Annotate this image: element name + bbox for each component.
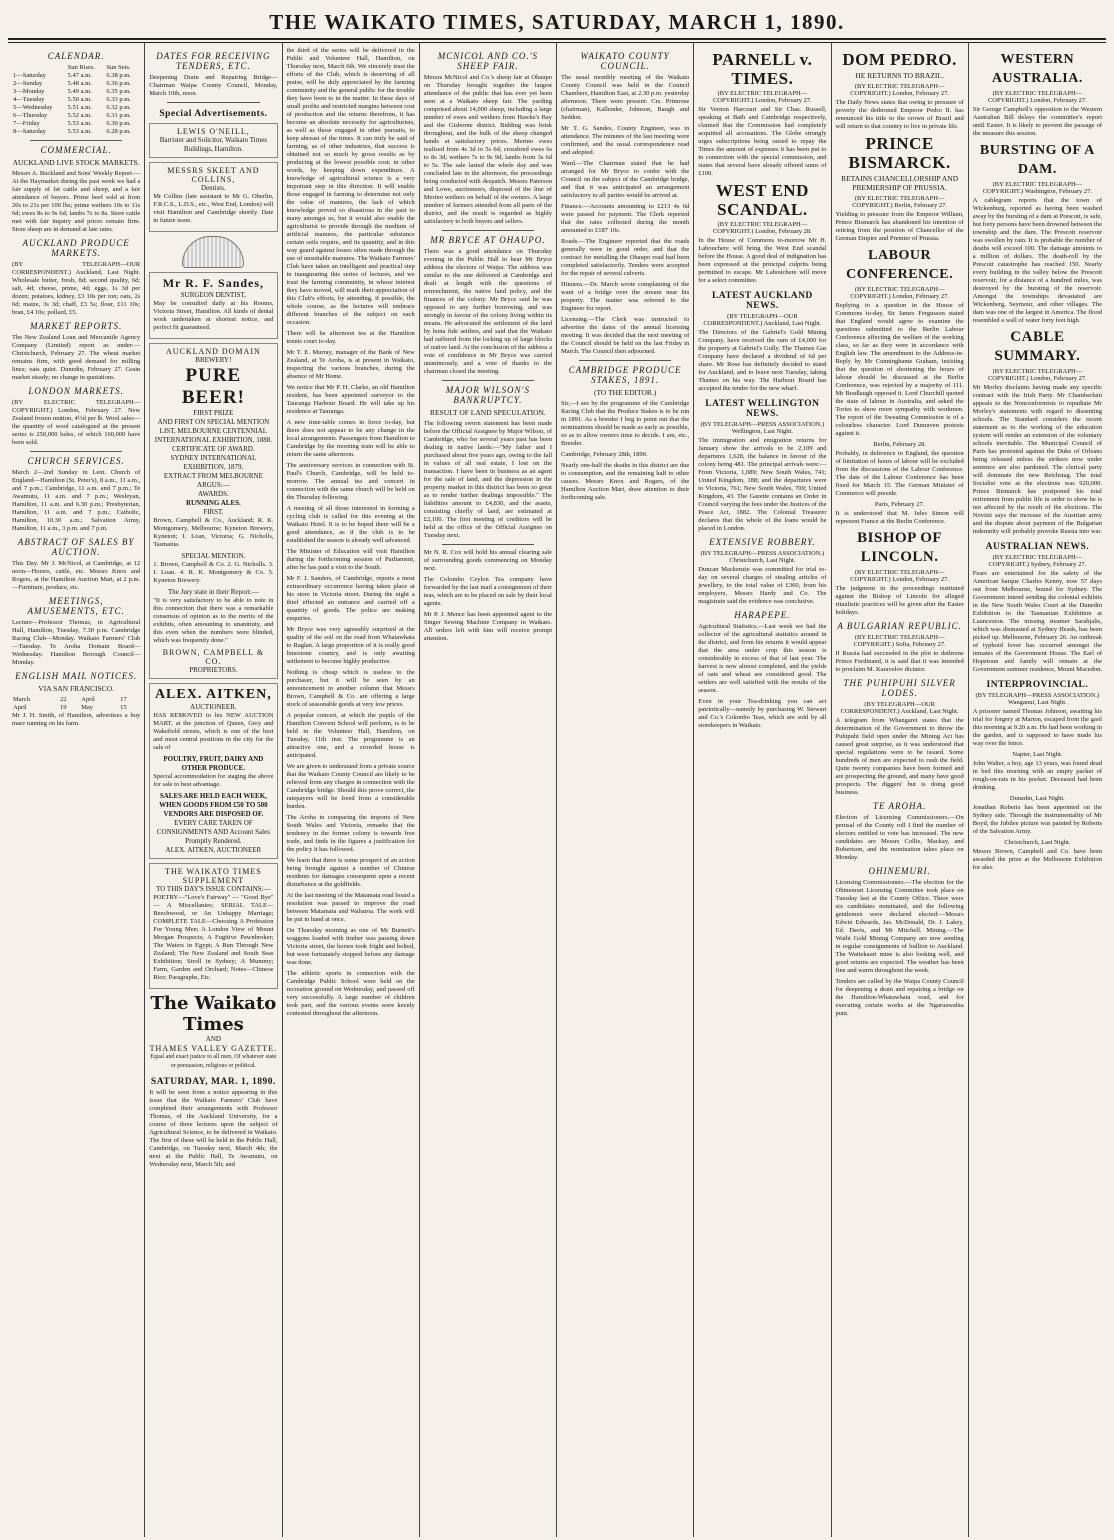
oneill-name: LEWIS O'NEILL,	[176, 127, 250, 136]
ohinemuri-text: Licensing Commissioners.—The election for the Ohinemuri Licensing Committee took place on Tuesday last at the County Office. There were six candidates nominated, and the following gentlemen were declared elected:—Messrs Edwin Edwards, Jas. McDonald, Dr. J. Lakey, Ed. Davis, and Mr Mitchell. Mining.—The Waihi Gold Mining Company are now sending in regular consignments of bullion to Auckland. The Waitekauri mine is also looking well, and good returns are expected. The weather has been fine and warm throughout the week.	[835, 879, 964, 974]
dunedin-dateline: Dunedin, Last Night.	[1009, 795, 1065, 802]
table-cell: 6.30 p.m.	[106, 120, 131, 127]
dam-text: A cablegram reports that the town of Wickenburg, reported as having been washed away by the bursting of a dam at Prescott, is safe, but forty persons have been drowned between the township and the dam. The Prescott reservoir was swollen by rain. It is probable the number of deaths will exceed 100. The damage amounts to a million of dollars. The death-roll by the Prescott catastrophe has reached 150. Nearly every building in the valley below the Prescott reservoir, for a distance of a hundred miles, was destroyed by the bursting of the reservoir. Amongst the townships devastated are Wickenberg, Seymour, and other villages. The dam was one of the largest in America. The flood resembled a wall of water forty feet high.	[972, 197, 1102, 324]
supplement-ad	[149, 863, 277, 989]
sandes-name: Mr R. F. Sandes,	[162, 276, 265, 290]
table-cell: May	[81, 704, 94, 711]
table-cell: 19	[60, 704, 67, 711]
columns	[8, 43, 1106, 1537]
masthead: THE WAIKATO TIMES, SATURDAY, MARCH 1, 1890.	[269, 10, 845, 34]
supplement-title: THE WAIKATO TIMES SUPPLEMENT	[165, 867, 262, 885]
table-cell: Sun Sets.	[106, 64, 131, 71]
county-text: Finance.—Accounts amounting to £213 4s 6d were passed for payment. The Clerk reported that the rates collected during the month amounted to £187 10s.	[561, 203, 690, 234]
aus-text: Fears are entertained for the safety of the American barque Charles Kenny, now 57 days out from Melbourne, bound for Sydney. The Government intend sending the colonial exhibits in the New South Wales Court at the Dunedin Exhibition to the Tasmanian Exhibition at Launceston. The missing steamer Sarahjalis, which was dismasted at Sydney Heads, has been picked up. Melbourne, February 26. An outbreak of typhoid fever has occurred amongst the inmates of the Government House. The Earl of Hopetoun and family will remain at the Government summer residence, Mount Macedon.	[972, 570, 1102, 673]
divider	[442, 230, 534, 231]
table-row	[12, 120, 140, 128]
inter-dateline: (BY TELEGRAPH—PRESS ASSOCIATION.) Wanganui, Last Night.	[975, 692, 1100, 706]
county-text: The usual monthly meeting of the Waikato County Council was held in the Council Chambers, Hamilton East, at 2.30 p.m. yesterday afternoon. There were present: Crs. Primrose (chairman), Kallender, Johnson, Baugh and Seddon.	[561, 74, 690, 121]
bismarck-subheading: RETAINS CHANCELLORSHIP AND PREMIERSHIP OF PRUSSIA.	[841, 174, 959, 192]
table-cell: 6.36 p.m.	[106, 80, 131, 87]
table-cell: 6.32 p.m.	[106, 104, 131, 111]
dental-emblem-icon	[182, 236, 244, 268]
table-row	[12, 112, 140, 120]
church-text: March 2—2nd Sunday in Lent. Church of England—Hamilton (St. Peter's), 8 a.m., 11 a.m., and 7 p.m.; Cambridge, 11 a.m. and 7 p.m.; Te Awamutu, 11 a.m. and 7 p.m.; Wesleyan, Hamilton, 11 a.m. and 6.30 p.m.; Presbyterian, Hamilton, 11 a.m. and 7 p.m.; Catholic, Hamilton, 10.30 a.m.; Salvation Army, Hamilton, 11 a.m., 3 p.m. and 7 p.m.	[12, 469, 141, 532]
table-row	[12, 104, 140, 112]
table-cell: 5.53 a.m.	[67, 120, 92, 127]
abstract-text: This Day. Mr J. McNicol, at Cambridge, at 12 noon—Horses, cattle, etc. Messrs Knox and Rogers, at the Hamilton Auction Mart, at 2 p.m.—Furniture, produce, etc.	[12, 560, 141, 591]
table-cell: 4—Tuesday	[13, 96, 45, 103]
puhipuhi-heading: THE PUHIPUHI SILVER LODES.	[843, 678, 956, 698]
table-cell: 22	[60, 696, 67, 703]
divider	[579, 360, 671, 361]
poultry-line: POULTRY, FRUIT, DAIRY AND OTHER PRODUCE.	[163, 755, 264, 772]
bulgarian-heading: A BULGARIAN REPUBLIC.	[837, 621, 962, 631]
news-item: We notice that Mr P. H. Clarke, an old Hamilton resident, has been appointed surveyor to the Tauranga Harbour Board. He will take up his residence at Tauranga.	[286, 384, 415, 415]
stakes-subheading: (TO THE EDITOR.)	[593, 388, 657, 397]
table-row	[12, 96, 140, 104]
skeet-ad	[149, 162, 277, 232]
puhipuhi-text: A telegram from Whangarei states that the determination of the Government to throw the Puhipuhi field open under the Mining Act has caused great surprise, as it was understood that special regulations were to be issued. Some hundreds of men are expected to rush the field. Quite twenty companies have been formed and are prospecting the ground, and many have good prospects. The diggers' hut is doing good business.	[835, 717, 964, 796]
labour-heading: LABOUR CONFERENCE.	[846, 248, 954, 282]
sandes-text: May be consulted daily at his Rooms, Victoria Street, Hamilton. All kinds of dental work undertaken at shortest notice, and perfect fit guaranteed.	[153, 300, 274, 331]
parnell-dateline: (BY ELECTRIC TELEGRAPH—COPYRIGHT.) London, February 27.	[712, 90, 812, 104]
news-item: There will be afternoon tea at the Hamilton tennis court to-day.	[286, 330, 415, 345]
wa-dateline: (BY ELECTRIC TELEGRAPH—COPYRIGHT.) London, February 27.	[987, 90, 1087, 104]
tenders-heading: DATES FOR RECEIVING TENDERS, ETC.	[156, 51, 271, 71]
labour-text: It is understood that M. Jules Simon will represent France at the Berlin Conference.	[835, 510, 964, 525]
brewery-first: FIRST PRIZE	[193, 409, 234, 417]
extract-line: EXTRACT FROM MELBOURNE ARGUS:—	[163, 472, 263, 489]
table-header-row	[12, 64, 140, 72]
column-7	[832, 43, 969, 1537]
skeet-desc: Dentists.	[201, 184, 226, 192]
pedro-text: The Daily News states that owing to pressure of poverty the dethroned Emperor Pedro II. has renounced his title to the crown of Brazil and will return to that country to live in private life.	[835, 99, 964, 130]
table-cell: 2—Sunday	[13, 80, 43, 87]
sheep-fair-text: Messrs McNicol and Co.'s sheep fair at Ohaupo on Thursday brought together the largest attendance of the public that has ever yet been seen at a Waikato sheep fair. The yarding comprised about 14,000 sheep, including a large number of ewes and wethers from Hawke's Bay and the Gisborne district. Bidding was brisk throughout, and the bulk of the sheep changed hands at satisfactory prices. Merino ewes realised from 4s 3d to 5s 6d; crossbred ewes 6s to 8s 3d; wethers 7s to 9s 9d; lambs from 3s 6d to 5s. The sale lasted the whole day and was concluded late in the afternoon, the proceedings being conducted with despatch. Messrs Paterson and Lowe, auctioneers, disposed of the line of Merino wethers on behalf of the owners. A large number of farmers attended from all parts of the district, and the result is regarded as highly satisfactory to both buyers and sellers.	[423, 74, 552, 225]
oneill-ad	[149, 123, 277, 158]
news-item: We learn that there is some prospect of an action being brought against a number of Chinese residents for damages consequent upon a recent disturbance at the goldfields.	[286, 857, 415, 888]
produce-heading: AUCKLAND PRODUCE MARKETS.	[22, 238, 130, 258]
sandes-ad	[149, 272, 277, 339]
wilson-text: The following sworn statement has been made before the Official Assignee by Major Wilson, of Cambridge, who for several years past has been dealing in native lands:—"My father and I purchased about five years ago, owing to the fall in values of all real estate, I lost on the transaction. I have been in business as an agent for the sale of land, and the depression in the property market in this district has been so great as to render further dealings impossible." The liabilities amount to £4,830, and the assets, consisting chiefly of land, are estimated at £2,100. The first meeting of creditors will be held at the office of the Official Assignee on Tuesday next.	[423, 420, 552, 539]
harapepe-heading: HARAPEPE.	[734, 610, 791, 620]
labour-berlin-dateline: Berlin, February 28.	[873, 441, 926, 448]
aitken-name: ALEX. AITKEN,	[154, 687, 272, 702]
stakes-text: Sir,—I see by the programme of the Cambridge Racing Club that the Produce Stakes is to be run in 1891. As a breeder I beg to point out that the nominations should be made as early as possible, so as to allow owners time to decide. I am, etc., Breeder.	[561, 400, 690, 447]
dam-heading: BURSTING OF A DAM.	[979, 143, 1095, 177]
wellington-text: The immigration and emigration returns for January show the arrivals to be 2,109 and departures 1,628, the balance in favour of the colony being 481. The principal arrivals were:—From Victoria, 1,089; New South Wales, 741; United Kingdom, 188; and the departures were to Victoria, 761; New South Wales, 709; United Kingdom, 43. The Gazette contains an Order in Council varying the fees under the Justices of the Peace Act, 1882. The Colonial Treasurer declares that the whole of the loans would be placed in London.	[698, 437, 827, 532]
supplement-list: POETRY—"Love's Fairway" — "Good Bye" — A Miscellanies; SERIAL TALE—Beechwood, or An Unhappy Marriage; COMPLETE TALE—Choosing A Profession For Young Men; A London View of Mount Morgan Prospects; A Fugitive Pawnbroker; The Waters in Egypt; A Run Through New Zealand; The New Zealand and South Seas Exhibition; Stroll in Sydney; A Mummy; Farm, Garden and Orchard; Notes—Chinese Rice; Paragraphs, Etc.	[153, 894, 274, 981]
column-5	[557, 43, 694, 1537]
column-8	[969, 43, 1106, 1537]
column-4	[420, 43, 557, 1537]
table-cell: 5.50 a.m.	[67, 96, 92, 103]
napier-text: John Walter, a boy, age 13 years, was found dead in bed this morning with an empty packet of rough-on-rats in his pocket. Deceased had been drinking.	[972, 760, 1102, 791]
county-text: Hinuera.—Dr. March wrote complaining of the want of a bridge over the stream near his property. The matter was referred to the Engineer for report.	[561, 281, 690, 312]
pedro-heading: DOM PEDRO.	[842, 50, 957, 69]
table-cell: 6.35 p.m.	[106, 88, 131, 95]
divider	[30, 451, 122, 452]
brewery-text: AND FIRST ON SPECIAL MENTION LIST, MELBOURNE CENTENNIAL INTERNATIONAL EXHIBITION, 1888.	[154, 418, 272, 444]
auckland-dateline: (BY TELEGRAPH—OUR CORRESPONDENT.) Auckland, Last Night.	[703, 313, 822, 327]
interprovincial-heading: INTERPROVINCIAL.	[986, 680, 1089, 690]
calendar-heading: CALENDAR.	[47, 51, 105, 61]
supplement-sub: TO THIS DAY'S ISSUE CONTAINS:—	[156, 885, 271, 893]
dam-dateline: (BY ELECTRIC TELEGRAPH—COPYRIGHT.) Washington, February 27.	[982, 181, 1093, 195]
table-cell: 6.38 p.m.	[106, 72, 131, 79]
lincoln-dateline: (BY ELECTRIC TELEGRAPH—COPYRIGHT.) London, February 27.	[850, 569, 950, 583]
news-item: The anniversary services in connection with St. Paul's Church, Cambridge, will be held to-morrow. The annual tea and concert in connection with the same church will be held on the Thursday following.	[286, 462, 415, 501]
news-item: The Aroha in comparing the imports of New South Wales and Victoria, remarks that the tendency in the former colony is towards free trade, and finds in the figures a justification for the policy it has followed.	[286, 814, 415, 853]
aroha-heading: TE AROHA.	[872, 801, 927, 811]
county-text: Licensing.—The Clerk was instructed to advertise the dates of the annual licensing meeting. It was decided that the next meeting of the Council should be held on the last Friday in March. The Council then adjourned.	[561, 316, 690, 355]
brewery-sub: BREWERY!	[195, 356, 232, 364]
news-item: The Minister of Education will visit Hamilton during the forthcoming session of Parliament, after he has paid a visit to the South.	[286, 548, 415, 571]
jury-text: "It is very satisfactory to be able to note in this connection that there was a remarkable consensus of opinion as to the merits of the exhibits, often amounting to unanimity, and this even when the numbers were blinded, which was frequently done."	[153, 597, 274, 644]
mail-table	[12, 696, 140, 712]
news-item: On Thursday morning as one of Mr Burnett's waggons loaded with timber was passing down Victoria street, the horses took fright and bolted, but were fortunately stopped before any damage was done.	[286, 927, 415, 966]
mail-subheading: VIA SAN FRANCISCO.	[38, 684, 114, 693]
dunedin-text: Jonathan Roberts has been appointed on the Sydney side. Through the instrumentality of Mr Boyd, the Jubilee picture was painted by Roberts of the Salvation Army.	[972, 804, 1102, 835]
cable-text: Mr Morley disclaims having made any specific contract with the Irish Party. Mr Chamberlain appeals to the Nonconformists to repudiate Mr Morley's statements with regard to dissenting schools. The Standard considers the recent statement as to the working of the education system will render an extension of the voluntary schools inevitable. The Municipal Council of Paris has protested against the Duke of Orleans being released unless the strikers now under sentence are also pardoned. The clerical party will dominate the new Reichstag. The total Socialist vote at the elections was 920,000. Prince Bismarck has postponed his total retirement from public life in order to show he is not affected by the result of the elections. The Novisti says the increase of the Austrian army and the dispute about payment of the Bulgarian indemnity will probably provoke Russia into war.	[972, 384, 1102, 535]
awards-line: AWARDS.	[198, 490, 229, 498]
news-item: A new time-table comes in force to-day, but there does not appear to be any change in the local arrangements. Passengers from Hamilton to Cambridge by the morning train will be able to return the same afternoon.	[286, 419, 415, 458]
jury-label: The Jury state in their Report:—	[167, 588, 259, 596]
column-2	[145, 43, 282, 1537]
divider	[30, 140, 122, 141]
wilson-heading: MAJOR WILSON'S BANKRUPTCY.	[445, 385, 530, 405]
cable-dateline: (BY ELECTRIC TELEGRAPH—COPYRIGHT.) London, February 27.	[987, 368, 1087, 382]
divider	[442, 380, 534, 381]
divider	[442, 544, 534, 545]
cattle-line: EVERY CARE TAKEN OF CONSIGNMENTS AND Account Sales Promptly Rendered.	[156, 819, 270, 845]
produce-text: (BY TELEGRAPH—OUR CORRESPONDENT.) Auckland, Last Night. Wholesale butter, fresh, 8d; second quality, 6d; salt, 4d; cheese, prime, 4d; eggs, 1s 3d per dozen; potatoes, kidney, £3 10s per ton; oats, 2s 6d; maize, 3s 3d; chaff, £3 5s; flour, £11 10s; bran, £4 10s; pollard, £5.	[12, 261, 141, 316]
parnell-heading: PARNELL v. TIMES.	[712, 50, 813, 88]
table-cell: 5.48 a.m.	[67, 80, 92, 87]
first-list: Brown, Campbell & Co., Auckland; R. K. Montgomery, Melbourne; Kyneton Brewery, Kyneton; I. Loan, Victoria; G. Nicholls, Tasmania.	[153, 517, 274, 548]
certificate-title: CERTIFICATE OF AWARD.	[172, 445, 255, 453]
table-cell: 6.33 p.m.	[106, 96, 131, 103]
county-text: Ward.—The Chairman stated that he had arranged for Mr Bryce to confer with the Council on the subject of the Cambridge bridge, and that it was anticipated an arrangement satisfactory to all parties would be arrived at.	[561, 160, 690, 199]
meetings-text: Lecture—Professor Thomas, in Agricultural Hall, Hamilton, Tuesday, 7.30 p.m. Cambridge Racing Club—Monday. Waikato Farmers' Club—Tuesday. Te Aroha Domain Board—Wednesday. Hamilton Borough Council—Monday.	[12, 619, 141, 666]
table-cell: 5.47 a.m.	[67, 72, 92, 79]
news-item: Nothing is cheap which is useless to the purchaser, but it will be seen by an announcement in another column that Messrs Brown, Campbell & Co. are offering a large stock of seasonable goods at very low prices.	[286, 669, 415, 708]
cable-heading: CABLE SUMMARY.	[994, 329, 1081, 364]
column-3	[283, 43, 420, 1537]
wilson-subheading: RESULT OF LAND SPECULATION.	[429, 408, 546, 417]
news-item: Mr N. R. Cox will hold his annual clearing sale of surrounding goods commencing on Monday next.	[423, 549, 552, 572]
aus-dateline: (BY ELECTRIC TELEGRAPH—COPYRIGHT.) Sydney, February 27.	[988, 554, 1087, 568]
times-motto: Equal and exact justice to all men, Of whatever state or persuasion, religious or political.	[150, 1054, 277, 1069]
auckland-news-heading: LATEST AUCKLAND NEWS.	[711, 291, 813, 311]
table-row	[12, 704, 140, 712]
date-line: SATURDAY, MAR. 1, 1890.	[150, 1077, 276, 1087]
commercial-heading: COMMERCIAL.	[40, 145, 112, 155]
editorial-continued: the third of the series will be delivered in the Public and Volunteer Hall, Hamilton, on Thursday next, March 6th. We sincerely trust the efforts of the Club, which is deserving of all praise, will be duly appreciated by the farming community and the general public for the trouble they have been to in the matter. In these days of small profits and restricted margins between cost of production and the returns therefrom, it has become an absolute necessity for agriculturists, as well as those engaged in other pursuits, to keep abreast of the times. It can truly be said of farming, as of other industries, that success is obtained not so much by gross results as by producing at the lowest possible cost; in other words, by keeping down expenditure. A knowledge of agricultural science is a very important step in this direction. It will enable those engaged in farming to determine not only the value of manures, the lack of which knowledge proved so disastrous in the past to many amongst us, but it would also enable the agriculturist to provide through the medium of artificial manures, the particular substance certain soils require, and its quantity, and in this way guard against losses often made through the use of unsuitable manures. The Waikato Farmers' Club have taken an intelligent and practical step in inaugurating this series of lectures, and we trust the farming community, in whose interest they have moved, will mark their appreciation of this Club's efforts, by attending, if possible, the whole course, as the lectures will embrace different branches of the subject on each occasion.	[286, 47, 415, 326]
special-mention-label: SPECIAL MENTION.	[181, 552, 246, 560]
table-cell: 7—Friday	[13, 120, 40, 127]
christchurch-dateline: Christchurch, Last Night.	[1004, 839, 1071, 846]
sheep-fair-heading: MCNICOL AND CO.'S SHEEP FAIR.	[437, 51, 539, 71]
divider	[167, 102, 259, 103]
brewery-ad	[149, 343, 277, 679]
brewery-product: PURE BEER!	[181, 365, 245, 408]
robbery-heading: EXTENSIVE ROBBERY.	[709, 537, 816, 547]
wa-text: Sir George Campbell's opposition to the Western Australian Bill delays the committee's report until Easter. It is likely to prevent the passage of the measure this session.	[972, 106, 1102, 137]
table-cell: 17	[120, 696, 127, 703]
pedro-subheading: HE RETURNS TO BRAZIL.	[855, 71, 944, 80]
news-item: A meeting of all those interested in forming a cycling club is called for this evening at the Waikato Hotel. It is to be hoped there will be a good attendance, as if the club is to be established the season is already well advanced.	[286, 505, 415, 544]
table-row	[12, 88, 140, 96]
special-mention-list: 1. Brown, Campbell & Co. 2. G. Nicholls. 3. I. Loan. 4. R. K. Montgomery & Co. 5. Kyneton Brewery.	[153, 561, 274, 584]
labour-text: Probably, in deference to England, the question of limitation of hours of labour will be excluded from the discussions of the Labour Conference. The date of the Labour Conference has been fixed for March 15. The German Minister of Commerce will preside.	[835, 450, 964, 497]
first-label: FIRST.	[203, 508, 224, 516]
wellington-dateline: (BY TELEGRAPH—PRESS ASSOCIATION.) Wellington, Last Night.	[700, 421, 825, 435]
times-title: The Waikato Times	[150, 993, 277, 1035]
christchurch-text: Messrs Brown, Campbell and Co. have been awarded the prize at the Melbourne Exhibition for ales.	[972, 848, 1102, 871]
county-text: Roads.—The Engineer reported that the roads generally were in good order, and that the contract for metalling the Ohaupo road had been completed satisfactorily. Tenders were accepted for the repair of several culverts.	[561, 238, 690, 277]
times-and: AND	[205, 1035, 221, 1043]
market-heading: MARKET REPORTS.	[29, 321, 123, 331]
labour-text: Replying to a question in the House of Commons to-day, Sir James Fergusson stated that England would agree to examine the questions submitted to the Berlin Labour Conference affecting the welfare of the working class, so far as they were in accordance with English law. The amendment to the Address-in-Reply by Mr Cunninghame Graham, insisting that the question of shortening the hours of labour should be discussed at the Berlin Conference, was rejected by a majority of 111. Mr Bradlaugh opposed it. Lord Churchill quoted the state of labour in Australia, and asked the Tories to show more sympathy with workmen. The report of the Sweating Commission is of a colourless character. Lord Dunraven protests against it.	[835, 302, 964, 437]
auckland-text: The Directors of the Gabriel's Gold Mining Company, have received the sum of £4,000 for the property at Gabriel's Gully. The Thames Gas Company have declared a dividend of 6d per share. Mr Rose has definitely decided to stand for Auckland, and to leave next Tuesday, taking Thames on his way. The Harbour Board has accepted the tender for the new wharf.	[698, 329, 827, 392]
bismarck-dateline: (BY ELECTRIC TELEGRAPH—COPYRIGHT.) Berlin, February 27.	[852, 195, 948, 209]
napier-dateline: Napier, Last Night.	[1012, 751, 1063, 758]
table-cell: 5—Wednesday	[13, 104, 53, 111]
lincoln-heading: BISHOP OF LINCOLN.	[857, 530, 943, 565]
skeet-name: MESSRS SKEET AND COLLINS,	[167, 166, 260, 184]
table-cell: 8—Saturday	[13, 128, 46, 135]
column-6	[694, 43, 831, 1537]
table-row	[12, 128, 140, 136]
news-item: Tenders are called by the Waipa County Council for deepening a drain and repairing a bridge on the Hamilton-Whatawhata road, and for executing certain works at the Ngaruawahia punt.	[835, 978, 964, 1017]
oneill-desc: Barrister and Solicitor, Waikato Times Buildings, Hamilton.	[159, 136, 268, 153]
table-cell	[12, 64, 67, 72]
stakes-signature: Cambridge, February 28th, 1890.	[561, 451, 648, 458]
church-heading: CHURCH SERVICES.	[27, 456, 125, 466]
robbery-dateline: (BY TELEGRAPH—PRESS ASSOCIATION.) Christchurch, Last Night.	[700, 550, 825, 564]
running-ales: RUNNING ALES.	[185, 499, 241, 507]
mail-heading: ENGLISH MAIL NOTICES.	[15, 671, 138, 681]
table-cell: 5.49 a.m.	[67, 88, 92, 95]
table-cell: 3—Monday	[13, 88, 45, 95]
table-cell: 6.28 p.m.	[106, 128, 131, 135]
australian-news-heading: AUSTRALIAN NEWS.	[985, 542, 1090, 552]
puhipuhi-dateline: (BY TELEGRAPH—OUR CORRESPONDENT.) Auckland, Last Night.	[840, 701, 959, 715]
labour-paris-dateline: Paris, February 27.	[874, 501, 925, 508]
ohinemuri-heading: OHINEMURI.	[868, 866, 931, 876]
table-row	[12, 696, 140, 704]
london-heading: LONDON MARKETS.	[28, 386, 124, 396]
news-item: Mr Bryce was very agreeably surprised at the quality of the soil on the road from Whatawhata to Raglan. A large proportion of it is really good limestone country, and is only awaiting settlement to become highly productive.	[286, 626, 415, 665]
skeet-text: Mr Collins (late assistant to Mr G. Oberlin, F.R.C.S., L.D.S., etc., West End, London) will visit Hamilton and Cambridge shortly. Date in future issue.	[153, 193, 274, 224]
wa-heading: WESTERN AUSTRALIA.	[991, 52, 1083, 86]
pedro-dateline: (BY ELECTRIC TELEGRAPH—COPYRIGHT.) London, February 27.	[850, 83, 950, 97]
table-cell: 6.31 p.m.	[106, 112, 131, 119]
meetings-heading: MEETINGS, AMUSEMENTS, ETC.	[27, 596, 125, 616]
bryce-text: There was a good attendance on Thursday evening in the Public Hall to hear Mr Bryce address the electors of Waipa. The address was similar to the one delivered at Cambridge and dealt at length with the questions of retrenchment, the native land policy, and the finances of the colony. Mr Bryce said he was opposed to any further borrowing, and was strongly in favour of the colony living within its means. He advocated the settlement of the land by bona fide settlers, and said that the Waikato had suffered from the locking up of large blocks of native land. At the conclusion of the address a vote of confidence in Mr Bryce was carried unanimously, and a vote of thanks to the chairman closed the meeting.	[423, 248, 552, 375]
abstract-heading: ABSTRACT OF SALES BY AUCTION.	[17, 537, 135, 557]
sales-line: SALES ARE HELD EACH WEEK, WHEN GOODS FROM £50 TO 500 VENDORS ARE DISPOSED OF.	[159, 792, 268, 818]
table-cell: 5.51 a.m.	[67, 104, 92, 111]
news-item: The athletic sports in connection with the Cambridge Public School were held on the recreation ground on Wednesday, and passed off very successfully. A large number of children took part, and the various events were keenly contested throughout the afternoon.	[286, 970, 415, 1017]
table-cell: March	[13, 696, 30, 703]
lincoln-text: The judgment in the proceedings instituted against the Bishop of Lincoln for alleged ritualistic practices will be given after the Easter holidays.	[835, 585, 964, 616]
news-item: Mr T. E. Murray, manager of the Bank of New Zealand, at Te Aroha, is at present in Waikato, inspecting the various branches, during the absence of Mr Home.	[286, 349, 415, 380]
table-cell: April	[13, 704, 27, 711]
news-item: The Colombo Ceylon Tea company have forwarded by the last mail a consignment of their teas, which are to be placed on sale by their local agents.	[423, 576, 552, 607]
brewery-name: AUCKLAND DOMAIN	[165, 347, 261, 356]
news-item: A popular concert, at which the pupils of the Hamilton Convent School will perform, is to be held in the Volunteer Hall, Hamilton, on Tuesday, 11th inst. The programme is an attractive one, and a crowded house is anticipated.	[286, 712, 415, 759]
table-cell: 6—Thursday	[13, 112, 48, 119]
column-1	[8, 43, 145, 1537]
scandal-text: In the House of Commons to-morrow Mr H. Labouchere will bring the West End scandal before the House. A good deal of indignation has been expressed at the principal culprits being permitted to escape. Mr Labouchere will move for a select committee.	[698, 237, 827, 284]
news-item: Mr P. J. Mence has been appointed agent to the Singer Sewing Machine Company in Waikato. All orders left with him will receive prompt attention.	[423, 611, 552, 642]
scandal-dateline: (BY ELECTRIC TELEGRAPH—COPYRIGHT.) London, February 28.	[712, 221, 812, 235]
market-text: The New Zealand Loan and Mercantile Agency Company (Limited) report as under:— Christchurch, February 27. The wheat market remains firm, with good demand for milling lines; oats quiet. Dunedin, February 27. Grain market steady; no change in quotations.	[12, 334, 141, 381]
stakes-heading: CAMBRIDGE PRODUCE STAKES, 1891.	[568, 365, 682, 385]
editorial-text: It will be seen from a notice appearing in this issue that the Waikato Farmers' Club have completed their arrangements with Professor Thomas, of the Auckland University, for a course of three lectures upon the subject of Agricultural Science, to be delivered in Waikato. The first of these will be held in the Public Hall, Cambridge, on Tuesday next, March 4th; the next at the Public Hall, Te Awamutu, on Wednesday next, March 5th; and	[149, 1089, 278, 1168]
calendar-table	[12, 64, 140, 136]
aroha-text: Election of Licensing Commissioners.—On perusal of the County roll I find the number of electors entitled to vote has increased. The new candidates are Messrs Collie, Mackay, and Robertson, and the nomination takes place on Monday.	[835, 814, 964, 861]
bismarck-heading: PRINCE BISMARCK.	[848, 134, 951, 172]
news-item: Even in your Tea-drinking you can act patriotically—namely by purchasing W. Stewart and Co.'s Colombo Teas, which are sold by all storekeepers in Waikato.	[698, 698, 827, 729]
certificate-text: SYDNEY INTERNATIONAL EXHIBITION, 1879.	[170, 454, 257, 471]
table-cell: 15	[120, 704, 127, 711]
aitken-text: HAS REMOVED to his NEW AUCTION MART, at the junction of Queen, Grey and Wakefield streets, which is one of the best and most central positions in the city for the sale of	[153, 712, 274, 751]
table-cell: 1—Saturday	[13, 72, 46, 79]
news-item: Nearly one-half the deaths in this district are due to consumption, and the remaining half to other causes. Messrs Knox and Rogers, of the Hamilton Auction Mart, draw attention to their forthcoming sale.	[561, 462, 690, 501]
bulgarian-dateline: (BY ELECTRIC TELEGRAPH—COPYRIGHT.) Sofia, February 27.	[853, 634, 946, 648]
table-cell: 5.53 a.m.	[67, 128, 92, 135]
table-row	[12, 80, 140, 88]
news-item: We are given to understand from a private source that the Waikato County Council are likely to be relieved from any charges in connection with the Cambridge bridge. Should this prove correct, the ratepayers will be freed from a considerable burden.	[286, 763, 415, 810]
wellington-news-heading: LATEST WELLINGTON NEWS.	[705, 399, 820, 419]
table-cell: Sun Rises.	[67, 64, 96, 71]
table-cell: April	[81, 696, 95, 703]
parnell-text: Sir Vernon Harcourt and Sir Chas. Russell, speaking at Bath and Cambridge respectively, claimed that the Commission had completely acquitted all accusations. The Globe strongly urges subscriptions being raised to repay the Times the amount of expenses it has been put to in connection with the special commission, and states that several have already offered sums of £100.	[698, 106, 827, 177]
aitken-role: AUCTIONEER.	[190, 703, 237, 711]
news-item: Mr F. J. Sanders, of Cambridge, reports a most extraordinary occurrence having taken place at his store in Victoria street. During the night a thief effected an entrance and carried off a quantity of goods. The police are making enquiries.	[286, 575, 415, 622]
consign-text: Special accommodation for staging the above for sale to best advantage.	[153, 773, 274, 788]
masthead-rule	[8, 38, 1106, 40]
bryce-heading: MR BRYCE AT OHAUPO.	[430, 235, 546, 245]
bulgarian-text: If Russia had succeeded in the plot to dethrone Prince Ferdinand, it is said that it was intended to proclaim M. Karavelov dictator.	[835, 650, 964, 673]
commercial-text: Messrs A. Buckland and Sons' Weekly Report.—At the Haymarket during the past week we had a fair supply of fat cattle and sheep, and a fair attendance of buyers. Prime beef sold at from 20s to 21s per 100 lbs; prime wethers 10s to 11s 6d; ewes 8s to 9s 6d; lambs 7s to 8s. Store cattle met with fair inquiry and prices remain firm. Store sheep are in demand at late rates.	[12, 170, 141, 233]
table-row	[12, 72, 140, 80]
special-ads-heading: Special Advertisements.	[159, 109, 268, 119]
proprietors-label: PROPRIETORS.	[189, 666, 238, 674]
table-cell: 5.52 a.m.	[67, 112, 92, 119]
harapepe-text: Agricultural Statistics.—Last week we had the collector of the agricultural statistics around in the district, and from his returns it would appear that the area under crop this season is considerably in excess of that of last year. The harvest is now almost completed, and the yields of oats and wheat are considered good. The settlers are well satisfied with the results of the season.	[698, 623, 827, 694]
robbery-text: Duncan Mackenzie was committed for trial to-day on several charges of stealing articles of jewellery, to the total value of £360, from his employers, Messrs Hardy and Co. The magistrate said the evidence was conclusive.	[698, 566, 827, 605]
news-item: At the last meeting of the Matamata road board a resolution was passed to improve the road between Matamata and Waharoa. The work will be put in hand at once.	[286, 892, 415, 923]
county-council-heading: WAIKATO COUNTY COUNCIL.	[580, 51, 670, 71]
commercial-subheading: AUCKLAND LIVE STOCK MARKETS.	[12, 158, 140, 167]
aitken-ad	[149, 683, 277, 859]
labour-dateline: (BY ELECTRIC TELEGRAPH—COPYRIGHT.) London, February 27.	[850, 286, 950, 300]
tenders-text: Deepening Drain and Repairing Bridge—Chairman Waipa County Council, Monday, March 10th, noon.	[149, 74, 278, 97]
aitken-sign: ALEX. AITKEN, AUCTIONEER	[165, 846, 262, 854]
scandal-heading: WEST END SCANDAL.	[715, 181, 809, 219]
inter-text: A prisoner named Thomas Johnson, awaiting his trial for forgery at Marton, escaped from the gaol this morning at 9.20 a.m. He had been working in the garden, and is supposed to have made his way over the fence.	[972, 708, 1103, 747]
times-sub: THAMES VALLEY GAZETTE.	[149, 1044, 278, 1053]
county-text: Mr T. G. Sandes, County Engineer, was in attendance. The minutes of the last meeting were confirmed, and the usual correspondence read and adopted.	[561, 125, 690, 156]
bismarck-text: Yielding to pressure from the Emperor William, Prince Bismarck has abandoned his intention of retiring from the position of Chancellor of the German Empire and Premier of Prussia.	[835, 211, 964, 242]
london-text: (BY ELECTRIC TELEGRAPH—COPYRIGHT.) London, February 27. New Zealand frozen mutton, 4½d per lb. Wool sales—the quantity of wool catalogued at the present series is 250,000 bales, of which 160,000 have been sold.	[12, 399, 141, 446]
proprietors-name: BROWN, CAMPBELL & CO.	[162, 648, 265, 666]
sandes-role: SURGEON DENTIST,	[180, 291, 246, 299]
footer-note: Mr J. H. Smith, of Hamilton, advertises a buy mare running on his farm.	[12, 712, 141, 727]
